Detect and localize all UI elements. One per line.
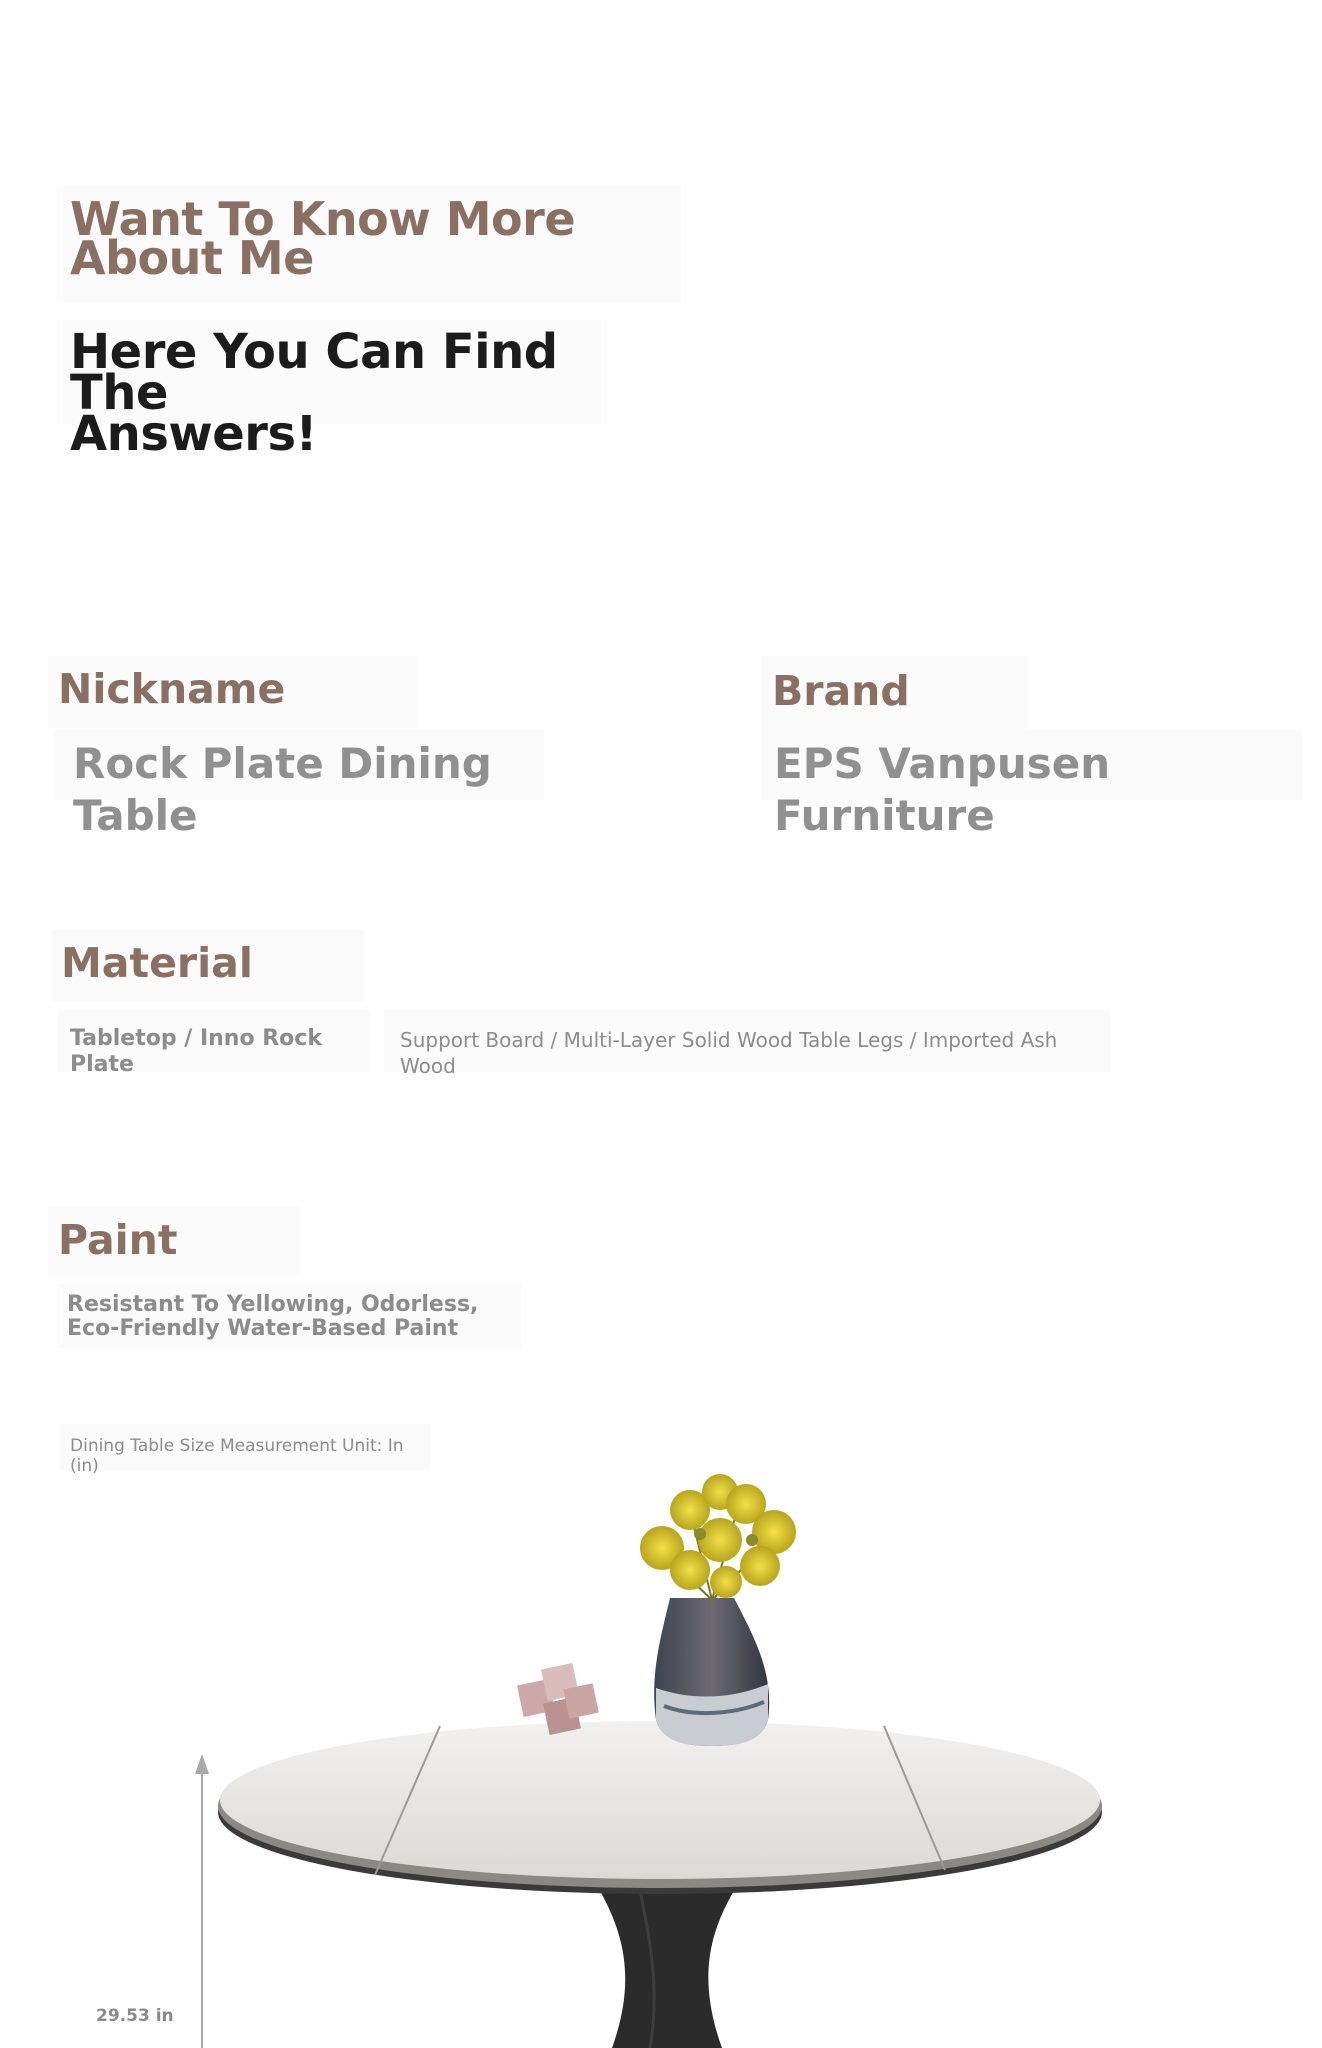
height-label: 29.53 in — [96, 2006, 174, 2026]
hero-title — [57, 186, 681, 302]
size-note-box — [60, 1424, 430, 1476]
paint-label: Paint — [58, 1216, 178, 1264]
flowers — [640, 1474, 796, 1600]
brand-label: Brand — [772, 667, 910, 715]
nickname-label: Nickname — [58, 665, 286, 713]
material-label-box — [52, 930, 364, 1002]
material-support-box — [384, 1010, 1110, 1078]
nickname-value-box — [54, 730, 544, 840]
size-note: Dining Table Size Measurement Unit: In (in) — [70, 1436, 404, 1476]
hero-subtitle-line1: Here You Can Find The — [70, 324, 558, 421]
brand-label-box — [762, 656, 1027, 730]
height-arrow — [195, 1754, 209, 2048]
nickname-label-box — [48, 656, 418, 728]
brand-value-box — [762, 730, 1302, 840]
hero-title-line2: About Me — [70, 231, 314, 285]
dining-table-image — [0, 1470, 1322, 2048]
nickname-value: Rock Plate Dining Table — [73, 739, 492, 840]
material-tabletop-box — [58, 1010, 370, 1077]
vase — [654, 1598, 769, 1746]
hero-subtitle-line2: Answers! — [70, 406, 317, 462]
material-tabletop: Tabletop / Inno Rock Plate — [70, 1026, 322, 1077]
hero-title-line1: Want To Know More — [70, 192, 576, 246]
brand-value: EPS Vanpusen Furniture — [774, 739, 1111, 840]
paint-line1: Resistant To Yellowing, Odorless, — [67, 1292, 479, 1317]
material-support: Support Board / Multi-Layer Solid Wood Table Legs / Imported Ash Wood — [400, 1028, 1058, 1078]
material-label: Material — [61, 939, 253, 987]
tabletop — [218, 1721, 1102, 1894]
hero-subtitle — [57, 320, 607, 462]
paint-value-box — [57, 1284, 521, 1348]
paint-label-box — [48, 1206, 300, 1276]
paint-line2: Eco-Friendly Water-Based Paint — [67, 1316, 459, 1341]
